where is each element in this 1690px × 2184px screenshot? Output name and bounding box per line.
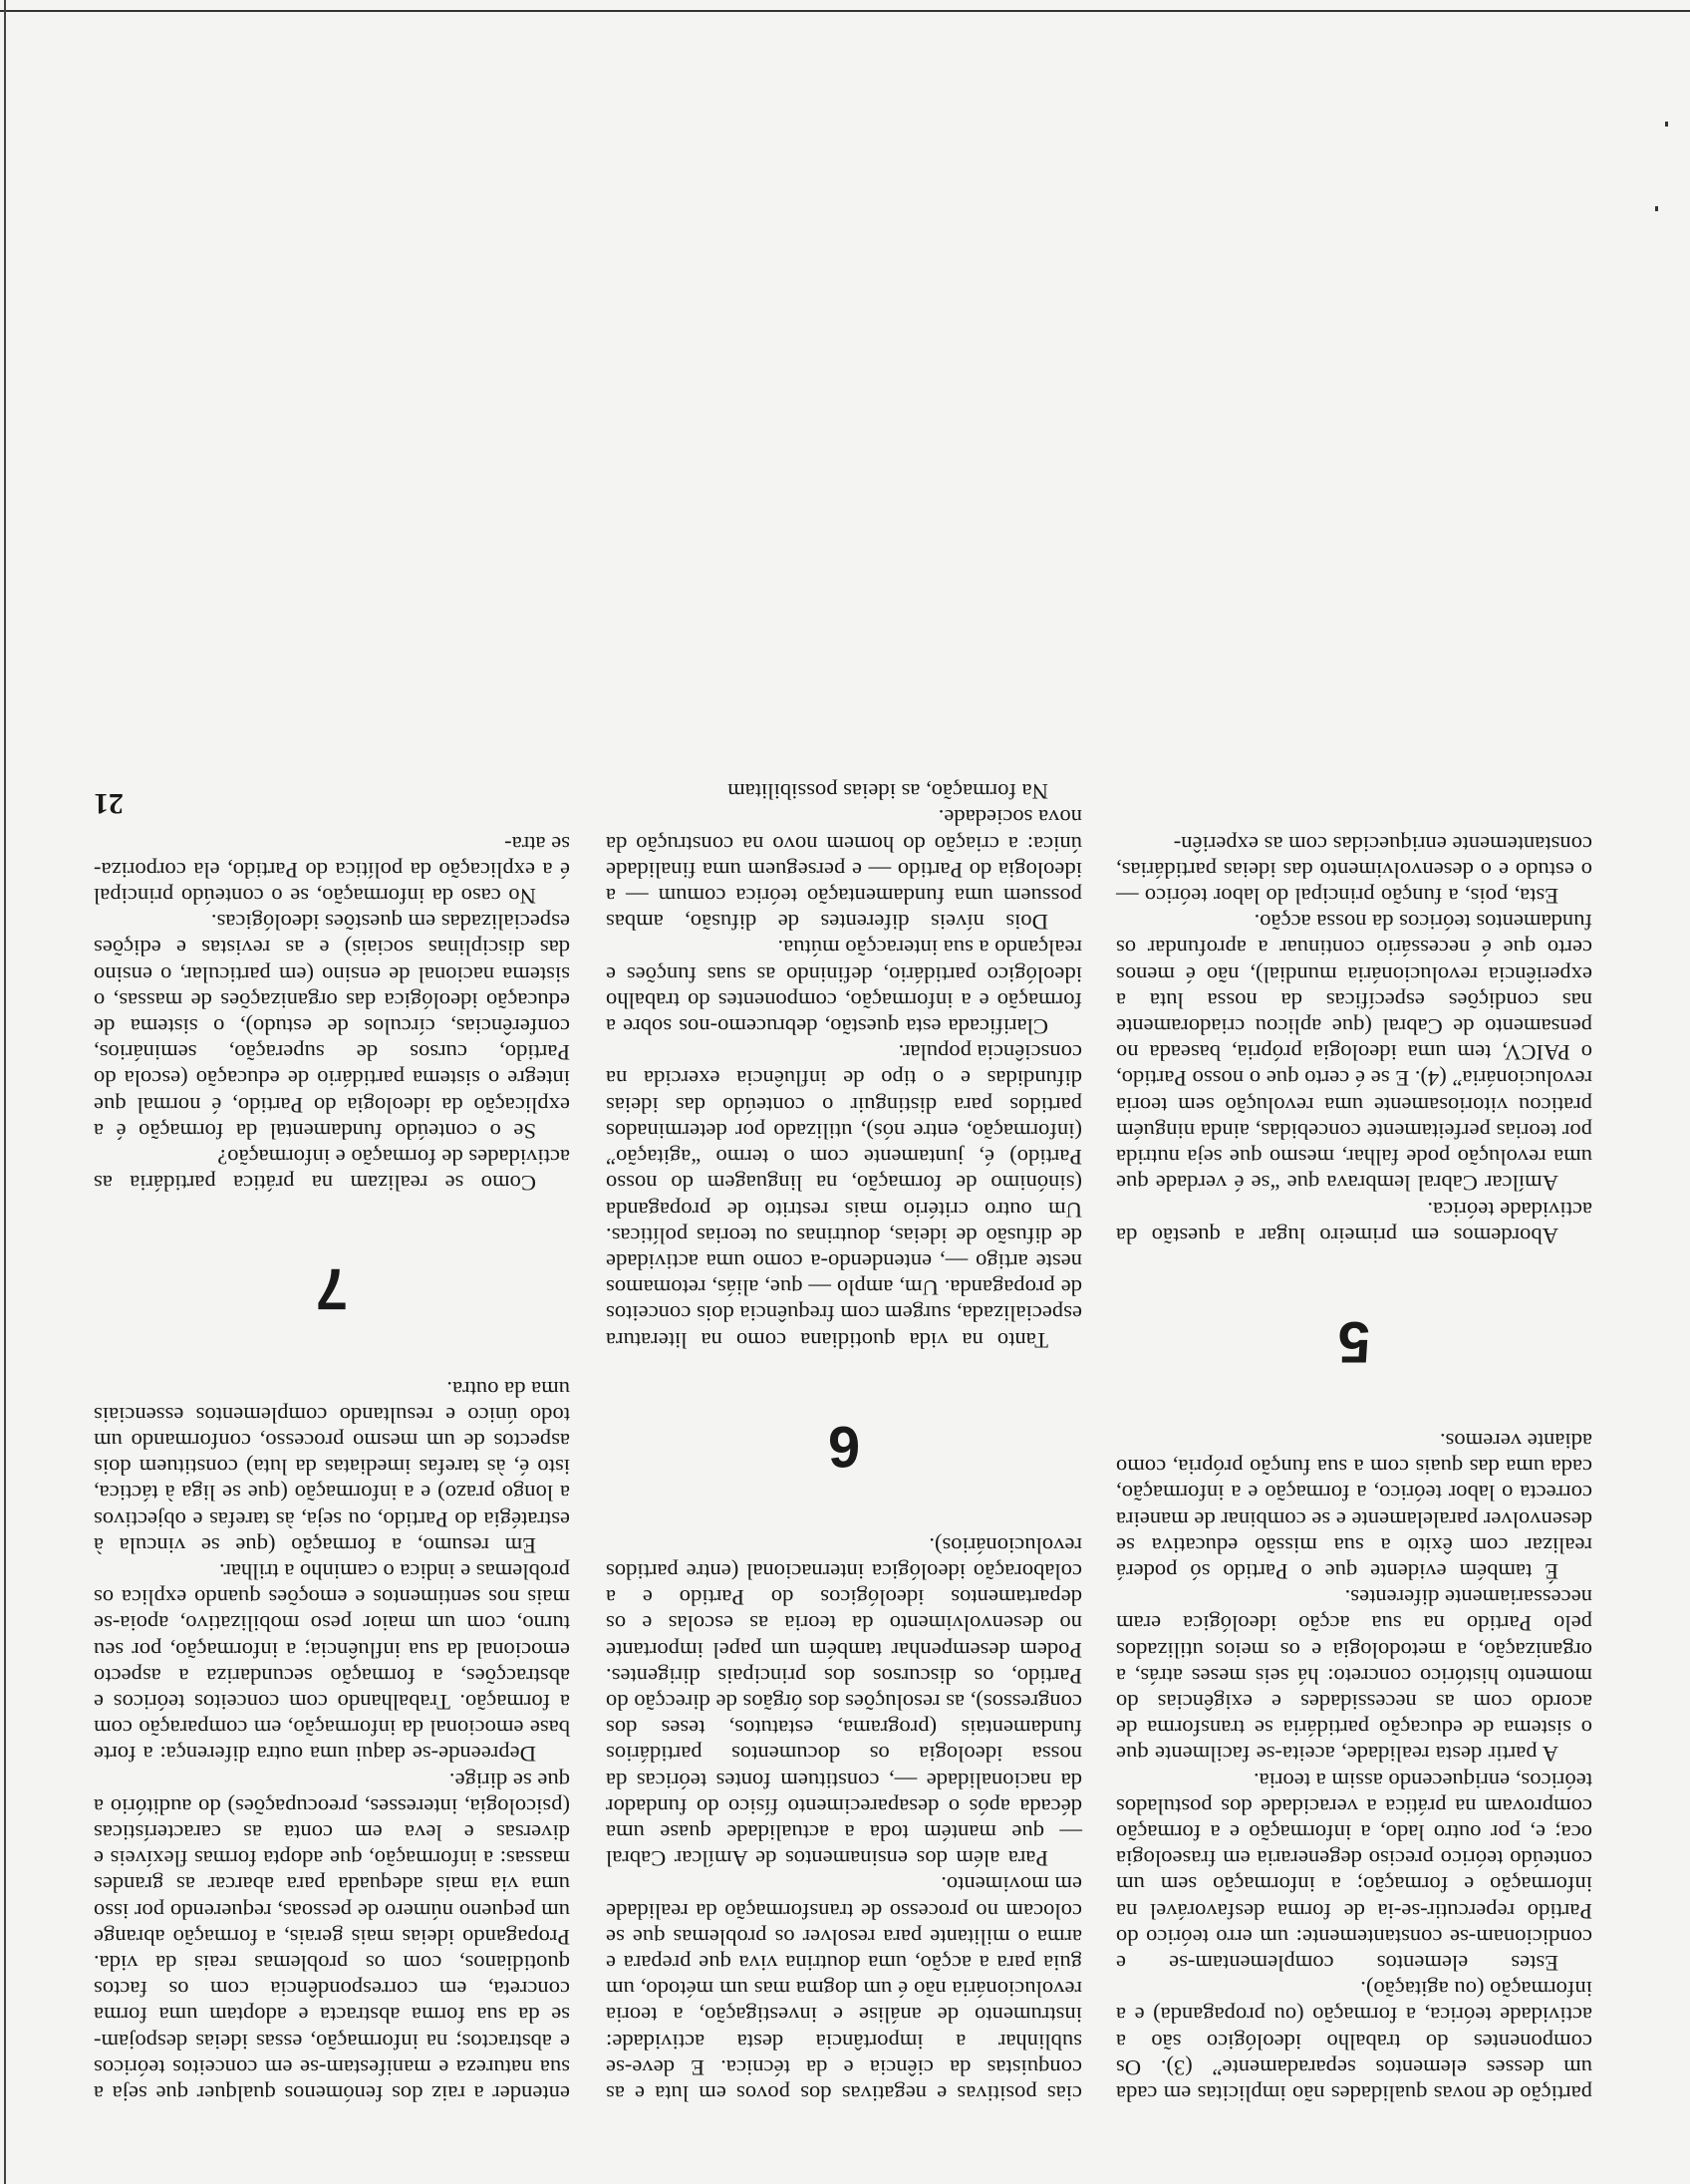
paragraph: Em resumo, a formação (que se vincula à estratégia do Partido, ou seja, às tarefas e objectivos a longo prazo) e a informação (que se liga à táctica, isto é, às tarefas imediatas da luta) constituem dois aspectos de um mesmo processo, conformando um todo único e resultando complementos essenciais uma da outra. (94, 1376, 570, 1558)
paragraph: Esta, pois, a função principal do labor teórico — o estudo e o desenvolvimento das ideias partidárias, constantemente enriquecidas com as experiên- (1116, 831, 1592, 910)
paragraph: Na formação, as ideias possibilitam (727, 779, 1048, 805)
paragraph: Dois níveis diferentes de difusão, ambas possuem uma fundamentação teórica comum — a ideologia do Partido — e perseguem uma finalidade única: a criação do homem novo na construção da nova sociedade. (606, 805, 1082, 936)
paragraph: partição de novas qualidades não implicitas em cada um desses elementos separadamente” (3). Os componentes do trabalho ideológico são a actividade teórica, a formação (ou propaganda) e a informação (ou agitação). (1116, 1977, 1592, 2106)
text-column-3 (94, 787, 570, 2106)
paragraph: Amílcar Cabral lembrava que “se é verdade que uma revolução pode falhar, mesmo que seja nutrida por teorias perfeitamente concebidas, ainda ninguém praticou vitoriosamente uma revolução sem teoria revolucionária” (4). E se é certo que o nosso Partido, o PAICV, tem uma ideologia própria, baseada no pensamento de Cabral (que aplicou criadoramente nas condições específicas da nossa luta a experiência revolucionária mundial), não é menos certo que é necessário continuar a aprofundar os fundamentos teóricos da nossa acção. (1116, 910, 1592, 1197)
section-number-5: 5 (1337, 1308, 1371, 1374)
page-number: 21 (94, 787, 124, 821)
paragraph: entender a raiz dos fenómenos qualquer que seja a sua natureza e manifestam-se em conceitos teóricos e abstractos; na informação, essas ideias despojam-se da sua forma abstracta e adoptam uma forma concreta, em correspondência com os factos quotidianos, com os problemas reais da vida. Propagando ideias mais gerais, a formação abrange um pequeno número de pessoas, requerendo por isso uma via mais adequada para abarcar as grandes massas: a informação, que adopta formas flexíveis e diversas e leva em conta as características (psicologia, interesses, preocupações) do auditório a que se dirige. (94, 1768, 570, 2106)
paragraph: Tanto na vida quotidiana como na literatura especializada, surgem com frequência dois conceitos de propaganda. Um, amplo — que, aliás, retomamos neste artigo —, entendendo-a como uma actividade de difusão de ideias, doutrinas ou teorias políticas. Um outro critério mais restrito de propaganda (sinónimo de formação, na linguagem do nosso Partido) é, juntamente com o termo “agitação” (informação, entre nós), utilizado por determinados partidos para distinguir o conteúdo das ideias difundidas e o tipo de influência exercida na consciência popular. (606, 1040, 1082, 1353)
paragraph: Estes elementos complementam-se e condicionam-se constantemente: um erro teórico do Partido repercutir-se-ia de forma desfavorável na informação e formação; a informação sem um conteúdo teórico preciso degeneraria em fraseologia oca; e, por outro lado, a informação e a formação comprovam na prática a veracidade dos postulados teóricos, enriquecendo assim a teoria. (1116, 1768, 1592, 1976)
paragraph: É também evidente que o Partido só poderá realizar com êxito a sua missão educativa se desenvolver paralelamente e se combinar de maneira correcta o labor teórico, a formação e a informação, cada uma das quais com a sua função própria, como adiante veremos. (1116, 1428, 1592, 1584)
left-border-line (4, 0, 6, 2184)
paragraph: Depreende-se daqui uma outra diferença: a forte base emocional da informação, em comparação com a formação. Trabalhando com conceitos teóricos e abstracções, a formação secundariza a aspecto emocional da sua influência; a informação, por seu turno, com um maior peso mobilizativo, apoia-se mais nos sentimentos e emoções quando explica os problemas e indica o caminho a trilhar. (94, 1558, 570, 1768)
paragraph: A partir desta realidade, aceita-se facilmente que o sistema de educação partidária se transforma de acordo com as necessidades e exigências do momento histórico concreto: há seis meses atrás, a organização, a metodologia e os meios utilizados pelo Partido na sua acção ideológica eram necessariamente diferentes. (1116, 1585, 1592, 1768)
scan-speck (1655, 206, 1658, 211)
top-border-line (0, 10, 1690, 12)
text-column-2 (606, 778, 1082, 2106)
text-column-1 (1116, 830, 1592, 2106)
paragraph: Para além dos ensinamentos de Amílcar Cabral — que mantém toda a actualidade quase uma década após o desaparecimento físico do fundador da nacionalidade —, constituem fontes teóricas da nossa ideologia os documentos partidários fundamentais (programa, estatutos, teses dos congressos), as resoluções dos órgãos de direcção do Partido, os discursos dos principais dirigentes. Podem desempenhar também um papel importante no desenvolvimento da teoria as escolas e os departamentos ideológicos do Partido e a colaboração ideológica internacional (entre partidos revolucionários). (606, 1532, 1082, 1872)
scan-speck (1665, 122, 1668, 127)
paragraph: Se o conteúdo fundamental da formação é a explicação da ideologia do Partido, é normal que integre o sistema partidário de educação (escola do Partido, cursos de superação, seminários, conferências, círculos de estudo), o sistema de educação ideológica das organizações de massas, o sistema nacional de ensino (em particular, o ensino das disciplinas sociais) e as revistas e edições especializadas em questões ideológicas. (94, 910, 570, 1144)
paragraph: Clarificada esta questão, debrucemo-nos sobre a formação e a informação, componentes do trabalho ideológico partidário, definindo as suas funções e realçando a sua interacção mútua. (606, 936, 1082, 1040)
section-number-6: 6 (827, 1413, 861, 1479)
paragraph: Como se realizam na prática partidária as actividades de formação e informação? (94, 1145, 570, 1197)
section-number-7: 7 (315, 1256, 349, 1322)
paragraph: cias positivas e negativas dos povos em luta e as conquistas da ciência e da técnica. E deve-se sublinhar a importância desta actividade: instrumento de análise e investigação, a teoria revolucionária não é um dogma mas um método, um guia para a acção, uma doutrina viva que prepara e arma o militante para resolver os problemas que se colocam no processo de transformação da realidade em movimento. (606, 1872, 1082, 2106)
paragraph: No caso da informação, se o conteúdo principal é a explicação da política do Partido, ela corporiza-se atra- (94, 831, 570, 910)
paragraph: Abordemos em primeiro lugar a questão da actividade teórica. (1116, 1197, 1592, 1248)
